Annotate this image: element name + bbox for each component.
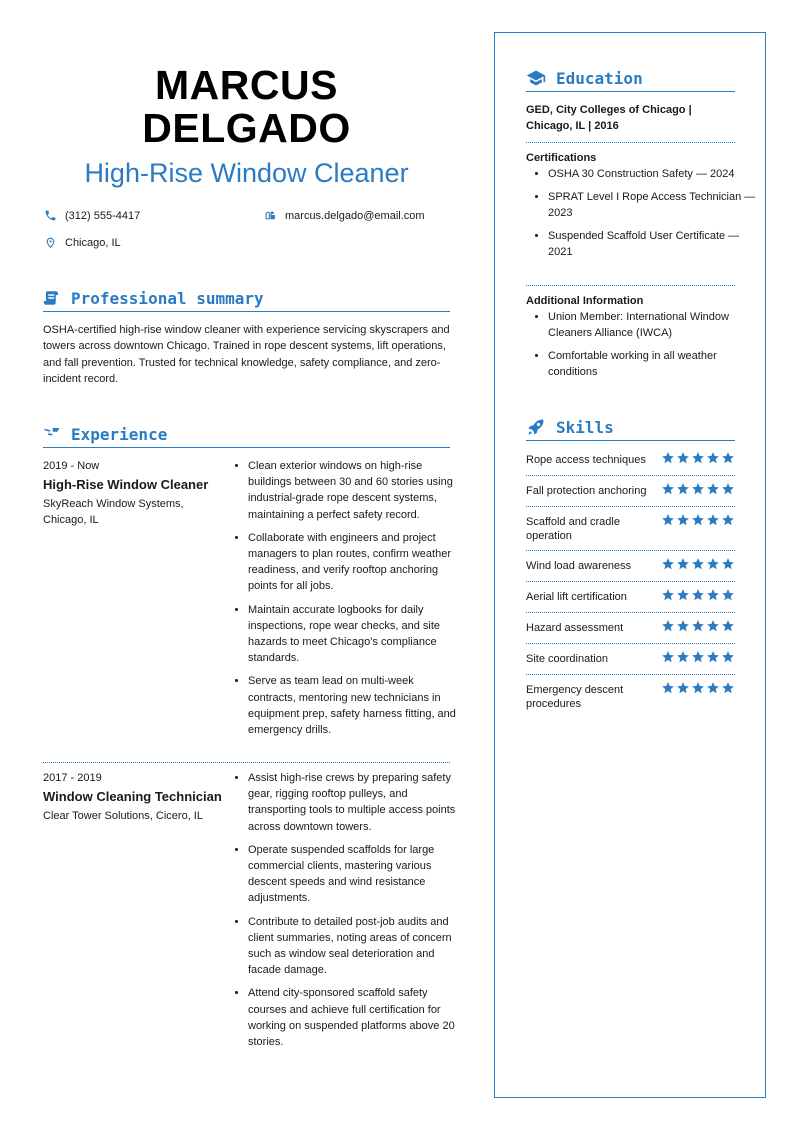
- additional-item: • Union Member: International Window Cleaners Alliance (IWCA): [548, 309, 758, 341]
- experience-heading: [43, 421, 450, 448]
- education-heading-text: Education: [556, 68, 643, 88]
- skill-name: Wind load awareness: [526, 560, 632, 572]
- star-icon: [661, 513, 675, 527]
- job-bullet: • Clean exterior windows on high-rise buildings between 30 and 60 stories using industrial-grade rope descent systems, maintaining a perfect safety record.: [248, 458, 463, 523]
- star-icon: [661, 588, 675, 602]
- location-text: Chicago, IL: [65, 236, 121, 249]
- skill-name: Aerial lift certification: [526, 591, 627, 603]
- job-bullet: • Contribute to detailed post-job audits and client summaries, noting areas of concern such as window seal deterioration and facade damage.: [248, 914, 463, 979]
- skill-rating: [661, 451, 735, 465]
- job-company: Clear Tower Solutions, Cicero, IL: [43, 810, 203, 822]
- star-icon: [691, 619, 705, 633]
- skill-name: Site coordination: [526, 653, 608, 665]
- first-name: MARCUS: [155, 62, 338, 108]
- skill-divider: [526, 674, 735, 675]
- skill-divider: [526, 506, 735, 507]
- certifications-divider: [526, 285, 735, 286]
- job-divider: [43, 762, 450, 763]
- phone-text: (312) 555-4417: [65, 209, 141, 222]
- skill-divider: [526, 612, 735, 613]
- certification-item: • SPRAT Level I Rope Access Technician — 2023: [548, 189, 758, 221]
- skill-rating: [661, 650, 735, 664]
- certifications-list: [526, 166, 758, 267]
- job-dates: 2017 - 2019: [43, 772, 102, 784]
- star-icon: [706, 513, 720, 527]
- email-contact: [264, 209, 425, 222]
- skill-rating: [661, 588, 735, 602]
- skill-rating: [661, 681, 735, 695]
- skills-heading-text: Skills: [556, 417, 614, 437]
- star-icon: [721, 557, 735, 571]
- star-icon: [661, 451, 675, 465]
- skill-rating: [661, 619, 735, 633]
- star-icon: [676, 650, 690, 664]
- star-icon: [691, 513, 705, 527]
- star-icon: [706, 619, 720, 633]
- star-icon: [706, 681, 720, 695]
- job-bullet: • Assist high-rise crews by preparing safety gear, rigging rooftop pulleys, and transporting tools to multiple access points across downtown towers.: [248, 770, 463, 835]
- last-name: DELGADO: [142, 105, 351, 151]
- job-bullet: • Operate suspended scaffolds for large commercial clients, mastering various descent speeds and wind resistance adjustments.: [248, 842, 463, 907]
- education-divider: [526, 142, 735, 143]
- skill-name: Emergency descent procedures: [526, 684, 624, 710]
- email-text: marcus.delgado@email.com: [285, 209, 425, 222]
- star-icon: [691, 451, 705, 465]
- job-title: High-Rise Window Cleaner: [84, 158, 409, 188]
- star-icon: [691, 681, 705, 695]
- job-bullet: • Serve as team lead on multi-week contracts, mentoring new technicians in equipment prep, safety harness fitting, and emergency drills.: [248, 673, 463, 738]
- skill-divider: [526, 550, 735, 551]
- summary-heading-text: Professional summary: [71, 288, 264, 308]
- star-icon: [721, 451, 735, 465]
- star-icon: [676, 513, 690, 527]
- certifications-heading: Certifications: [526, 152, 597, 164]
- star-icon: [676, 451, 690, 465]
- star-icon: [661, 681, 675, 695]
- star-icon: [676, 619, 690, 633]
- star-icon: [706, 588, 720, 602]
- job-bullet: • Collaborate with engineers and project managers to plan routes, confirm weather readiness, and verify rooftop anchoring points for all jobs.: [248, 530, 463, 595]
- skill-name: Scaffold and cradle operation: [526, 516, 620, 542]
- job-dates: 2019 - Now: [43, 460, 100, 472]
- star-icon: [721, 681, 735, 695]
- star-icon: [721, 588, 735, 602]
- candidate-name: [43, 64, 450, 150]
- phone-icon: [44, 209, 57, 222]
- skill-name: Rope access techniques: [526, 454, 646, 466]
- skill-name: Fall protection anchoring: [526, 485, 647, 497]
- location-pin-icon: [44, 236, 57, 249]
- star-icon: [721, 619, 735, 633]
- experience-heading-text: Experience: [71, 424, 168, 444]
- additional-list: [526, 309, 758, 387]
- star-icon: [661, 482, 675, 496]
- skill-divider: [526, 643, 735, 644]
- star-icon: [721, 482, 735, 496]
- star-icon: [706, 650, 720, 664]
- star-icon: [676, 681, 690, 695]
- star-icon: [676, 588, 690, 602]
- rocket-icon: [526, 417, 546, 437]
- star-icon: [691, 482, 705, 496]
- summary-heading: [43, 285, 450, 312]
- star-icon: [706, 451, 720, 465]
- skill-rating: [661, 482, 735, 496]
- star-icon: [661, 557, 675, 571]
- skill-name: Hazard assessment: [526, 622, 624, 634]
- education-heading: [526, 65, 735, 92]
- additional-item: • Comfortable working in all weather conditions: [548, 348, 758, 380]
- phone-contact: [44, 209, 140, 222]
- education-entry: GED, City Colleges of Chicago | Chicago, IL | 2016: [526, 104, 692, 132]
- skill-rating: [661, 513, 735, 527]
- skills-heading: [526, 414, 735, 441]
- star-icon: [676, 482, 690, 496]
- location-contact: [44, 236, 121, 249]
- star-icon: [706, 482, 720, 496]
- certification-item: • Suspended Scaffold User Certificate — 2021: [548, 228, 758, 260]
- job-company: SkyReach Window Systems, Chicago, IL: [43, 498, 184, 526]
- star-icon: [721, 513, 735, 527]
- star-icon: [721, 650, 735, 664]
- star-icon: [661, 650, 675, 664]
- briefcase-flag-icon: [43, 425, 61, 443]
- mailbox-icon: [264, 209, 277, 222]
- star-icon: [676, 557, 690, 571]
- job-bullet: • Maintain accurate logbooks for daily inspections, rope wear checks, and site hazards to meet Chicago's compliance standards.: [248, 602, 463, 667]
- graduation-cap-icon: [526, 68, 546, 88]
- star-icon: [691, 650, 705, 664]
- skill-divider: [526, 475, 735, 476]
- star-icon: [691, 557, 705, 571]
- summary-text: OSHA-certified high-rise window cleaner with experience servicing skyscrapers and towers across downtown Chicago. Trained in rope descent systems, lift operations, and fall prevention. Trusted for technical knowledge, safety compliance, and zero-incident record.: [43, 324, 450, 385]
- skill-divider: [526, 581, 735, 582]
- job-bullets: [235, 770, 463, 1057]
- skill-rating: [661, 557, 735, 571]
- job-bullets: [235, 458, 463, 745]
- certification-item: • OSHA 30 Construction Safety — 2024: [548, 166, 758, 182]
- star-icon: [661, 619, 675, 633]
- job-role: High-Rise Window Cleaner: [43, 477, 209, 492]
- scroll-icon: [43, 289, 61, 307]
- star-icon: [706, 557, 720, 571]
- job-bullet: • Attend city-sponsored scaffold safety courses and achieve full certification for working on suspended platforms above 20 stories.: [248, 985, 463, 1050]
- star-icon: [691, 588, 705, 602]
- additional-heading: Additional Information: [526, 295, 644, 307]
- job-role: Window Cleaning Technician: [43, 789, 222, 804]
